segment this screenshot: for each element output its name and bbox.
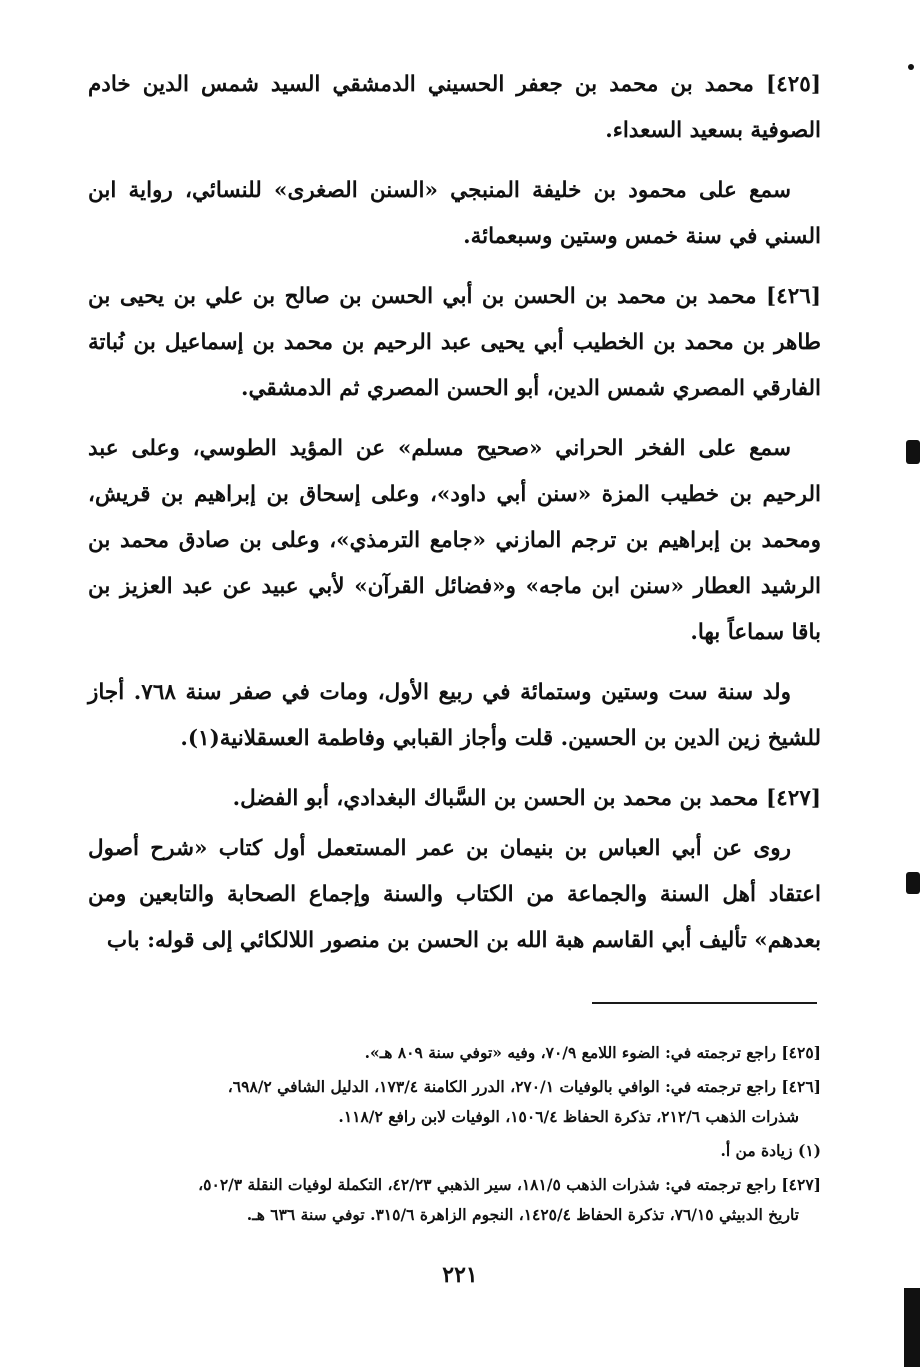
entry-425-heading: [٤٢٥] محمد بن محمد بن جعفر الحسيني الدمشقي السيد شمس الدين خادم الصوفية بسعيد السعداء. <box>88 72 821 143</box>
entry-426-extra: ولد سنة ست وستين وستمائة في ربيع الأول، ومات في صفر سنة ٧٦٨. أجاز للشيخ زين الدين بن الحسين. قلت وأجاز القبابي وفاطمة العسقلانية(١). <box>88 680 821 751</box>
footnote-text: [٤٢٦] راجع ترجمته في: الوافي بالوفيات ٢٧٠/١، الدرر الكامنة ١٧٣/٤، الدليل الشافي ٦٩٨/٢، <box>227 1077 821 1096</box>
page-number: ٢٢١ <box>442 1262 478 1288</box>
footnote-text: [٤٢٧] راجع ترجمته في: شذرات الذهب ١٨١/٥، سير الذهبي ٤٢/٢٣، التكملة لوفيات النقلة ٥٠٢/٣، <box>198 1175 821 1194</box>
entry-427-heading: [٤٢٧] محمد بن محمد بن الحسن بن السَّباك البغدادي، أبو الفضل. <box>232 786 821 811</box>
entry-427-body: روى عن أبي العباس بن بنيمان بن عمر المستعمل أول كتاب «شرح أصول اعتقاد أهل السنة والجماعة من الكتاب والسنة وإجماع الصحابة والتابعين ومن بعدهم» تأليف أبي القاسم هبة الله بن الحسن بن منصور اللالكائي إلى قوله: باب <box>88 836 821 953</box>
footnotes <box>102 1038 821 1234</box>
main-text <box>88 62 821 978</box>
scan-mark <box>908 64 914 70</box>
footnote-divider <box>592 1002 817 1004</box>
footnote-continuation: تاريخ الدبيثي ٧٦/١٥، تذكرة الحفاظ ١٤٢٥/٤، النجوم الزاهرة ٣١٥/٦. توفي سنة ٦٣٦ هـ. <box>246 1205 799 1224</box>
footnote-continuation: شذرات الذهب ٢١٢/٦، تذكرة الحفاظ ١٥٠٦/٤، الوفيات لابن رافع ١١٨/٢. <box>338 1107 799 1126</box>
footnote-text: (١) زيادة من أ. <box>720 1141 821 1160</box>
entry-425-body: سمع على محمود بن خليفة المنبجي «السنن الصغرى» للنسائي، رواية ابن السني في سنة خمس وستين وسبعمائة. <box>88 178 821 249</box>
scan-mark <box>904 1288 920 1367</box>
scan-mark <box>906 440 920 464</box>
entry-426-body: سمع على الفخر الحراني «صحيح مسلم» عن المؤيد الطوسي، وعلى عبد الرحيم بن خطيب المزة «سنن أبي داود»، وعلى إسحاق بن إبراهيم بن قريش، ومحمد بن إبراهيم بن ترجم المازني «جامع الترمذي»، وعلى بن صادق محمد بن الرشيد العطار «سنن ابن ماجه» و«فضائل القرآن» لأبي عبيد عن عبد العزيز بن باقا سماعاً بها. <box>88 436 821 645</box>
entry-426-heading: [٤٢٦] محمد بن محمد بن الحسن بن أبي الحسن بن صالح بن علي بن يحيى بن طاهر بن محمد بن الخطيب أبي يحيى عبد الرحيم بن محمد بن إسماعيل بن نُباتة الفارقي المصري شمس الدين، أبو الحسن المصري ثم الدمشقي. <box>88 284 821 401</box>
scan-mark <box>906 872 920 894</box>
footnote-1 <box>102 1136 821 1166</box>
footnote-426 <box>102 1072 821 1132</box>
footnote-427 <box>102 1170 821 1230</box>
footnote-425 <box>102 1038 821 1068</box>
footnote-text: [٤٢٥] راجع ترجمته في: الضوء اللامع ٧٠/٩، وفيه «توفي سنة ٨٠٩ هـ». <box>364 1043 821 1062</box>
